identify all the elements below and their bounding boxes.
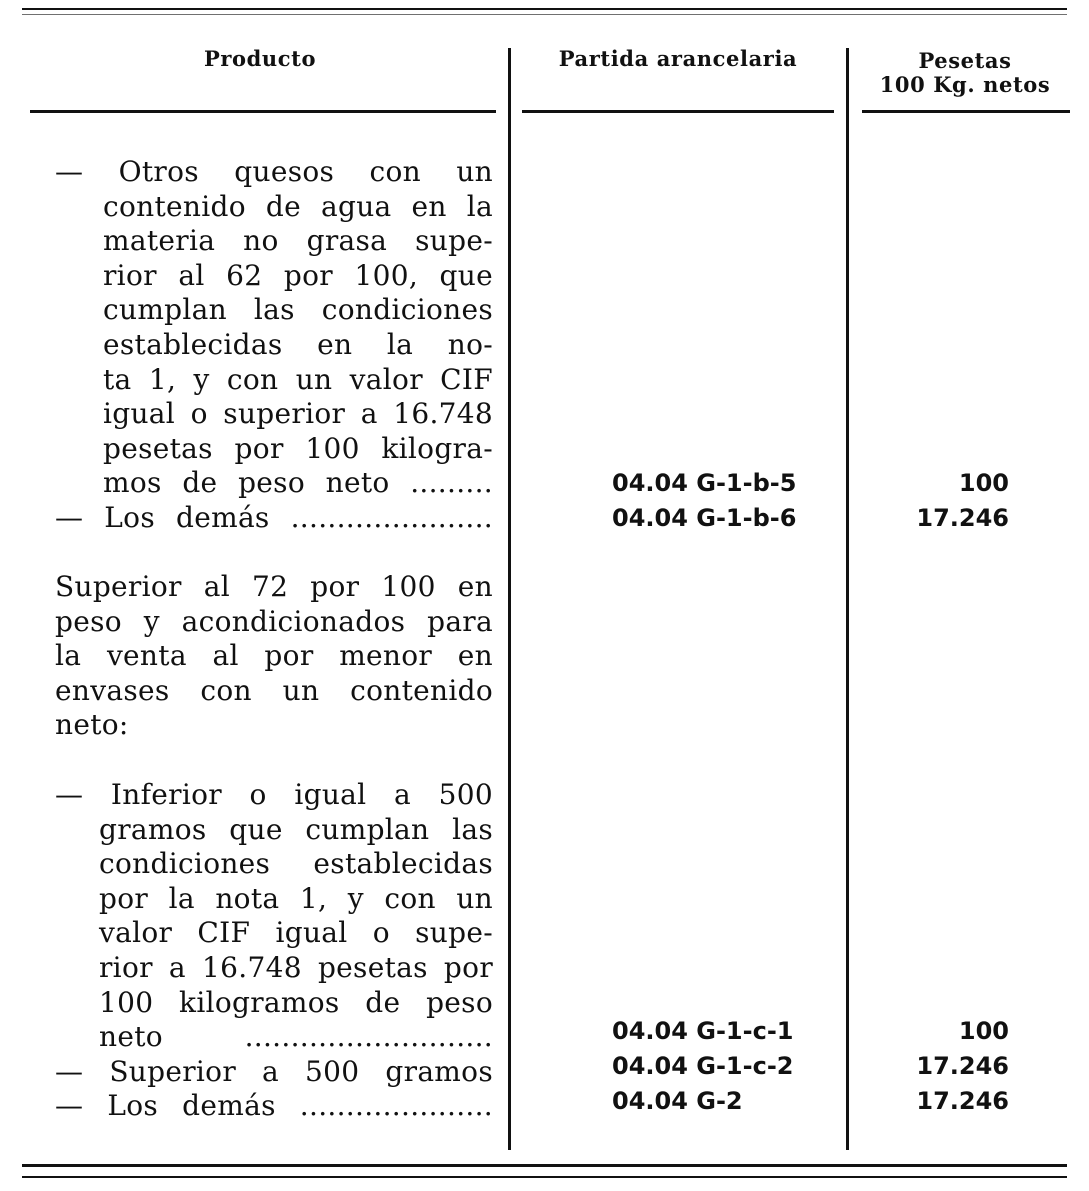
- text-line: mos de peso neto .........: [103, 466, 493, 500]
- text-line: Superior al 72 por 100 en: [55, 570, 493, 603]
- tariff-code: 04.04 G-2: [612, 1087, 743, 1115]
- text-line: peso y acondicionados para: [55, 604, 493, 638]
- text-line: rior a 16.748 pesetas por: [99, 950, 493, 984]
- text-line: ta 1, y con un valor CIF: [103, 362, 493, 396]
- text-line: valor CIF igual o supe-: [99, 916, 493, 950]
- text-line: — Inferior o igual a 500: [55, 778, 493, 811]
- tariff-code: 04.04 G-1-c-1: [612, 1017, 794, 1045]
- column-divider-1: [508, 48, 511, 1150]
- header-pesetas-line2: 100 Kg. netos: [879, 72, 1051, 97]
- tariff-code: 04.04 G-1-b-6: [612, 504, 797, 532]
- header-rule-product: [30, 110, 496, 113]
- header-rule-tariff: [522, 110, 834, 113]
- top-rule-thin: [22, 14, 1067, 15]
- text-line: — Los demás ......................: [55, 500, 493, 534]
- bottom-rule: [22, 1164, 1067, 1167]
- header-tariff: Partida arancelaria: [558, 46, 798, 71]
- header-product: Producto: [203, 46, 317, 71]
- text-line: la venta al por menor en: [55, 639, 493, 673]
- column-divider-2: [846, 48, 849, 1150]
- product-description-block-3: [55, 778, 493, 1124]
- product-description-block-2: [55, 570, 493, 743]
- text-line: igual o superior a 16.748: [103, 397, 493, 431]
- text-line: — Los demás .....................: [55, 1089, 493, 1123]
- text-line: establecidas en la no-: [103, 327, 493, 361]
- text-line: gramos que cumplan las: [99, 812, 493, 846]
- text-line: pesetas por 100 kilogra-: [103, 431, 493, 465]
- header-pesetas-line1: Pesetas: [918, 48, 1012, 73]
- product-description-block-1: [55, 155, 493, 536]
- text-line: cumplan las condiciones: [103, 293, 493, 327]
- text-line: contenido de agua en la: [103, 189, 493, 223]
- text-line: rior al 62 por 100, que: [103, 258, 493, 292]
- text-line: neto ...........................: [99, 1020, 493, 1054]
- header-rule-pesetas: [862, 110, 1070, 113]
- bottom-rule-thin: [22, 1176, 1067, 1178]
- price-value: 17.246: [916, 504, 1009, 532]
- text-line: condiciones establecidas: [99, 847, 493, 881]
- price-value: 100: [958, 1017, 1009, 1045]
- tariff-code: 04.04 G-1-c-2: [612, 1052, 794, 1080]
- text-line: por la nota 1, y con un: [99, 881, 493, 915]
- price-value: 100: [958, 469, 1009, 497]
- tariff-code: 04.04 G-1-b-5: [612, 469, 797, 497]
- text-line: 100 kilogramos de peso: [99, 985, 493, 1019]
- price-value: 17.246: [916, 1087, 1009, 1115]
- text-line: — Otros quesos con un: [55, 155, 493, 188]
- text-line: materia no grasa supe-: [103, 224, 493, 258]
- text-line: neto:: [55, 708, 129, 742]
- price-value: 17.246: [916, 1052, 1009, 1080]
- header-pesetas: [860, 49, 1070, 97]
- top-rule: [22, 8, 1067, 10]
- text-line: — Superior a 500 gramos: [55, 1054, 493, 1088]
- text-line: envases con un contenido: [55, 673, 493, 707]
